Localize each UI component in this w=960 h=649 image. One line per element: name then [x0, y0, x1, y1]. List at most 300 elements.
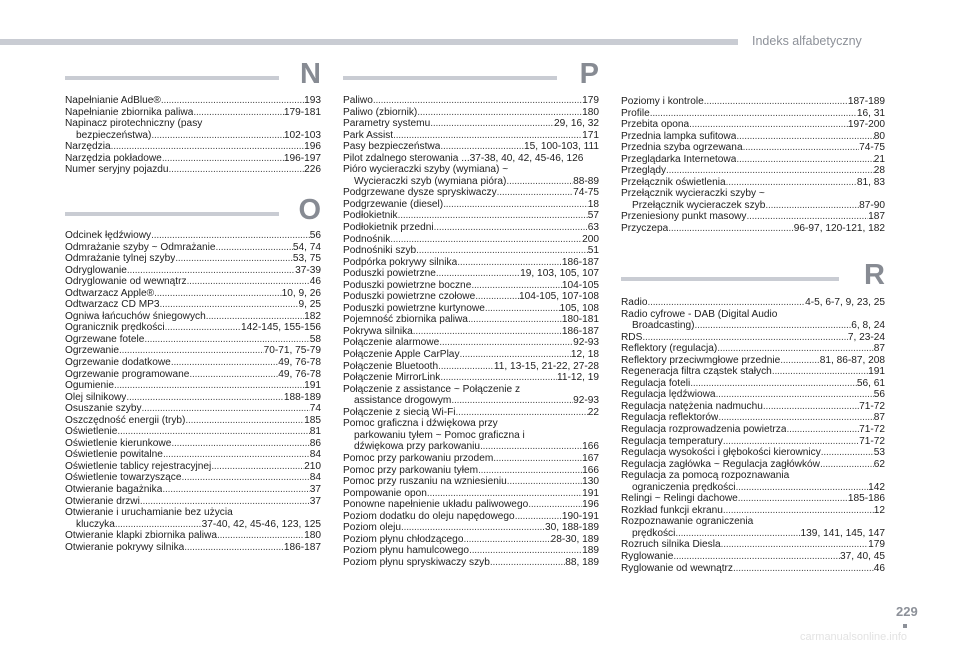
index-entry: [621, 401, 885, 413]
dot-leader: [185, 415, 304, 427]
entry-pages: 37-39: [295, 264, 321, 276]
entry-term: dźwiękowa przy parkowaniu: [354, 441, 481, 453]
index-entry: [621, 355, 885, 367]
dot-leader: [642, 332, 847, 344]
dot-leader: [171, 438, 309, 450]
entry-pages: 46: [873, 562, 885, 574]
dot-leader: [154, 288, 282, 300]
dot-leader: [468, 314, 562, 326]
dot-leader: [440, 141, 524, 153]
dot-leader: [165, 322, 241, 334]
dot-leader: [162, 153, 284, 165]
entry-pages: 81, 86-87, 208: [819, 354, 885, 366]
entry-term: Otwieranie drzwi: [65, 495, 140, 507]
entry-pages: 179-181: [283, 106, 321, 118]
entry-term: Paliwo (zbiornik): [343, 106, 418, 118]
entry-term: RDS: [621, 331, 643, 343]
index-entry: [343, 187, 599, 199]
entry-pages: 200: [582, 233, 599, 245]
index-entry: [343, 361, 599, 373]
entry-term: Poduszki powietrzne boczne: [343, 279, 472, 291]
entry-pages: 29, 16, 32: [553, 118, 599, 130]
entry-term: Odtwarzacz Apple®: [65, 287, 155, 299]
index-entry: [621, 366, 885, 378]
entry-pages: 193: [304, 95, 321, 106]
entry-term: Paliwo: [343, 95, 373, 106]
entry-term: Narzędzia pokładowe: [65, 152, 162, 164]
dot-leader: [723, 505, 874, 517]
index-entry: [65, 153, 321, 165]
index-entry: [65, 438, 321, 450]
section-rule: [343, 76, 557, 80]
index-entry: [343, 314, 599, 326]
entry-term: Ogrzewane fotele: [65, 333, 145, 345]
entry-pages: 185-186: [847, 493, 885, 505]
index-entry: [65, 484, 321, 496]
index-entry: [343, 476, 599, 488]
entry-term: ograniczenia prędkości: [632, 481, 736, 493]
index-entry: [343, 303, 599, 315]
entry-term: Narzędzia: [65, 141, 111, 153]
entry-pages: 87-90: [859, 199, 885, 211]
entry-pages: 182: [304, 310, 321, 322]
entry-pages: 167: [582, 452, 599, 464]
entry-pages: 191: [582, 487, 599, 499]
dot-leader: [181, 472, 309, 484]
dot-leader: [716, 389, 874, 401]
entry-term: Broadcasting): [632, 320, 695, 332]
entry-pages: 9, 25: [298, 299, 321, 311]
section-letter-r: R: [864, 259, 885, 291]
entry-term: Regulacja lędźwiowa: [621, 389, 716, 401]
dot-leader: [507, 476, 582, 488]
entry-term: Oświetlenie: [65, 426, 118, 438]
entry-pages: 37-40, 42, 45-46, 123, 125: [201, 518, 321, 530]
entry-pages: 46: [309, 276, 321, 288]
entry-term: Odryglowanie od wewnątrz: [65, 276, 187, 288]
section-letter-p: P: [579, 58, 599, 90]
page-marker: [903, 624, 907, 628]
entry-pages: 197-200: [847, 119, 885, 131]
dot-leader: [144, 334, 309, 346]
dot-leader: [401, 522, 545, 534]
dot-leader: [475, 291, 519, 303]
dot-leader: [704, 96, 848, 108]
dot-leader: [390, 234, 582, 246]
section-p-continued-entries: [621, 96, 885, 235]
index-entry: [65, 519, 321, 531]
entry-term: Osuszanie szyby: [65, 403, 142, 415]
dot-leader: [151, 130, 283, 142]
entry-pages: 74-75: [859, 142, 885, 154]
index-entry: [621, 424, 885, 436]
index-entry: [65, 369, 321, 381]
dot-leader: [443, 199, 588, 211]
entry-term: Przeglądy: [621, 165, 667, 177]
dot-leader: [694, 320, 851, 332]
entry-term: Podłokietnik przedni: [343, 222, 434, 234]
index-entry: [65, 164, 321, 176]
dot-leader: [373, 95, 582, 107]
index-entry: [621, 332, 885, 344]
dot-leader: [480, 441, 582, 453]
dot-leader: [506, 176, 573, 188]
dot-leader: [733, 563, 874, 575]
entry-term: Oświetlenie tablicy rejestracyjnej: [65, 460, 212, 472]
entry-term: Ogniwa łańcuchów śniegowych: [65, 310, 206, 322]
entry-term: Podpórka pokrywy silnika: [343, 256, 458, 268]
dot-leader: [436, 268, 520, 280]
entry-pages: 37: [309, 495, 321, 507]
section-header-r: [621, 259, 885, 296]
entry-term: Podgrzewane dysze spryskiwaczy: [343, 187, 497, 199]
index-entry: [621, 551, 885, 563]
index-entry: [343, 234, 599, 246]
index-entry: [65, 230, 321, 242]
entry-term: Przednia szyba ogrzewana: [621, 142, 743, 154]
entry-term: Regulacja zagłówka ~ Regulacja zagłówków: [621, 458, 820, 470]
entry-pages: 71-72: [859, 400, 885, 412]
section-rule: [621, 277, 839, 281]
section-rule: [65, 212, 279, 216]
dot-leader: [114, 380, 304, 392]
entry-pages: 80: [873, 130, 885, 142]
entry-term: Odmrażanie tylnej szyby: [65, 253, 176, 265]
entry-term: Przełącznik wycieraczki szyby ~: [621, 188, 765, 200]
entry-pages: 179: [868, 539, 885, 551]
entry-pages: 84: [309, 449, 321, 461]
dot-leader: [117, 426, 309, 438]
entry-term: Napinacz pirotechniczny (pasy: [65, 118, 203, 130]
entry-pages: 142: [868, 481, 885, 493]
dot-leader: [126, 392, 283, 404]
dot-leader: [460, 349, 571, 361]
entry-pages: 187: [868, 211, 885, 223]
index-entry: [343, 153, 599, 165]
index-entry: [621, 539, 885, 551]
dot-leader: [142, 403, 310, 415]
entry-term: Odcinek łędźwiowy: [65, 230, 152, 241]
index-entry: [65, 141, 321, 153]
index-entry: [621, 165, 885, 177]
entry-term: Połączenie alarmowe: [343, 337, 440, 349]
entry-term: Oszczędność energii (tryb): [65, 414, 186, 426]
index-entry: [65, 507, 321, 519]
dot-leader: [690, 378, 857, 390]
dot-leader: [747, 211, 869, 223]
entry-term: Ryglowanie: [621, 551, 674, 563]
entry-pages: 4-5, 6-7, 9, 23, 25: [805, 297, 885, 308]
entry-pages: 186-187: [561, 325, 599, 337]
index-entry: [65, 276, 321, 288]
entry-term: Poziom oleju: [343, 522, 401, 534]
entry-term: Pokrywa silnika: [343, 325, 413, 337]
entry-pages: 186-187: [561, 256, 599, 268]
section-p-entries: [343, 95, 599, 568]
entry-pages: 196-197: [283, 152, 321, 164]
entry-term: Połączenie MirrorLink: [343, 372, 441, 384]
dot-leader: [668, 223, 794, 235]
entry-term: Oświetlenie towarzyszące: [65, 472, 182, 484]
entry-pages: 53, 75: [292, 253, 321, 265]
dot-leader: [206, 311, 304, 323]
dot-leader: [736, 154, 873, 166]
entry-pages: 11-12, 19: [556, 372, 599, 384]
dot-leader: [151, 230, 310, 242]
entry-pages: 21: [873, 153, 885, 165]
entry-pages: 74: [309, 403, 321, 415]
entry-term: Otwieranie klapki zbiornika paliwa: [65, 530, 217, 542]
entry-pages: 56, 61: [856, 377, 885, 389]
entry-pages: 70-71, 75-79: [263, 345, 321, 357]
index-entry: [621, 223, 885, 235]
entry-pages: 190-191: [561, 510, 599, 522]
section-r-entries: [621, 297, 885, 574]
entry-term: Ogranicznik prędkości: [65, 322, 165, 334]
entry-term: Poziom płynu spryskiwaczy szyb: [343, 556, 490, 568]
dot-leader: [650, 108, 857, 120]
index-entry: [343, 210, 599, 222]
index-entry: [621, 200, 885, 212]
section-letter-o: O: [298, 194, 321, 226]
entry-pages: 210: [304, 460, 321, 472]
index-entry: [343, 534, 599, 546]
entry-term: Numer seryjny pojazdu: [65, 164, 169, 176]
index-entry: [621, 447, 885, 459]
entry-pages: 56: [309, 230, 321, 241]
dot-leader: [493, 453, 582, 465]
dot-leader: [184, 542, 284, 554]
entry-pages: 19, 103, 105, 107: [520, 268, 599, 280]
entry-term: Pojemność zbiornika paliwa: [343, 314, 468, 326]
dot-leader: [115, 519, 202, 531]
entry-pages: 87: [873, 412, 885, 424]
watermark-text: carmanualsonline.info: [800, 631, 908, 643]
dot-leader: [163, 449, 310, 461]
entry-pages: 86: [309, 437, 321, 449]
entry-term: Przeniesiony punkt masowy: [621, 211, 747, 223]
section-header-o: [65, 194, 321, 231]
entry-term: Reflektory (regulacja): [621, 343, 718, 355]
entry-pages: 53: [873, 447, 885, 459]
dot-leader: [413, 326, 562, 338]
index-entry: [621, 343, 885, 355]
entry-pages: 81: [309, 426, 321, 438]
entry-term: Olej silnikowy: [65, 391, 127, 403]
index-entry: [343, 95, 599, 107]
index-entry: [343, 176, 599, 188]
index-entry: [343, 245, 599, 257]
entry-pages: 84: [309, 472, 321, 484]
index-entry: [343, 430, 599, 442]
dot-leader: [743, 142, 860, 154]
index-entry: [65, 107, 321, 119]
index-entry: [65, 357, 321, 369]
entry-pages: 28: [873, 165, 885, 177]
dot-leader: [127, 265, 295, 277]
entry-pages: 180: [304, 530, 321, 542]
index-entry: [343, 545, 599, 557]
entry-pages: 88-89: [573, 175, 599, 187]
dot-leader: [216, 242, 293, 254]
entry-term: Napełnianie AdBlue®: [65, 95, 161, 106]
entry-pages: 71-72: [859, 424, 885, 436]
entry-pages: 187-189: [847, 96, 885, 107]
index-entry: [343, 280, 599, 292]
entry-term: Rozkład funkcji ekranu: [621, 504, 723, 516]
entry-pages: 37: [309, 484, 321, 496]
entry-pages: 12: [873, 504, 885, 516]
entry-term: Ponowne napełnienie układu paliwowego: [343, 499, 529, 511]
index-entry: [621, 320, 885, 332]
index-entry: [343, 130, 599, 142]
index-entry: [65, 253, 321, 265]
index-entry: [621, 482, 885, 494]
index-entry: [621, 108, 885, 120]
index-entry: [343, 164, 599, 176]
entry-term: Pompowanie opon: [343, 487, 427, 499]
dot-leader: [451, 395, 573, 407]
dot-leader: [528, 499, 582, 511]
index-entry: [621, 119, 885, 131]
index-entry: [621, 493, 885, 505]
entry-pages: 139, 141, 145, 147: [800, 527, 885, 539]
index-entry: [621, 470, 885, 482]
index-entry: [343, 326, 599, 338]
entry-term: Poduszki powietrzne kurtynowe: [343, 302, 485, 314]
entry-term: Regulacja temperatury: [621, 435, 723, 447]
entry-term: Poduszki powietrzne czołowe: [343, 291, 476, 303]
index-entry: [621, 436, 885, 448]
entry-pages: 58: [309, 333, 321, 345]
index-entry: [343, 488, 599, 500]
index-entry: [343, 511, 599, 523]
index-entry: [65, 461, 321, 473]
entry-term: Profile: [621, 107, 650, 119]
dot-leader: [515, 511, 562, 523]
index-entry: [621, 131, 885, 143]
index-entry: [65, 265, 321, 277]
entry-pages: 71-72: [859, 435, 885, 447]
index-entry: [343, 349, 599, 361]
entry-pages: 92-93: [573, 395, 599, 407]
entry-term: Połączenie z siecią Wi-Fi: [343, 406, 456, 418]
entry-term: parkowaniu tyłem ~ Pomoc graficzna i: [354, 429, 525, 441]
entry-term: Otwieranie pokrywy silnika: [65, 541, 185, 553]
entry-term: Pilot zdalnego sterowania ...37-38, 40, 42, 45-46, 126: [343, 152, 584, 164]
entry-pages: 171: [582, 129, 599, 141]
index-entry: [343, 199, 599, 211]
entry-term: Napełnianie zbiornika paliwa: [65, 106, 194, 118]
entry-pages: 142-145, 155-156: [241, 322, 321, 334]
index-entry: [343, 465, 599, 477]
dot-leader: [772, 366, 868, 378]
index-entry: [343, 395, 599, 407]
entry-term: Ogrzewanie dodatkowe: [65, 357, 171, 369]
entry-term: Reflektory przeciwmgłowe przednie: [621, 354, 781, 366]
index-entry: [343, 337, 599, 349]
entry-pages: 87: [873, 343, 885, 355]
entry-pages: 180-181: [561, 314, 599, 326]
index-entry: [621, 211, 885, 223]
entry-term: Przednia lampka sufitowa: [621, 130, 737, 142]
section-header-p: [343, 58, 599, 95]
section-header-n: [65, 58, 321, 95]
entry-pages: 10, 9, 26: [281, 287, 321, 299]
entry-term: Odmrażanie szyby ~ Odmrażanie: [65, 241, 216, 253]
dot-leader: [171, 357, 278, 369]
entry-pages: 16, 31: [856, 107, 885, 119]
index-entry: [621, 459, 885, 471]
entry-term: Połączenie Bluetooth: [343, 360, 439, 372]
dot-leader: [119, 345, 264, 357]
dot-leader: [485, 303, 560, 315]
index-entry: [65, 415, 321, 427]
entry-term: Pomoc przy parkowaniu tyłem: [343, 464, 479, 476]
dot-leader: [189, 369, 278, 381]
entry-term: Połączenie Apple CarPlay: [343, 349, 460, 361]
entry-pages: 15, 100-103, 111: [523, 141, 599, 153]
entry-pages: 49, 76-78: [278, 357, 321, 369]
dot-leader: [721, 539, 868, 551]
entry-pages: 92-93: [573, 337, 599, 349]
entry-pages: 62: [873, 458, 885, 470]
dot-leader: [169, 164, 305, 176]
dot-leader: [736, 482, 869, 494]
index-entry: [65, 403, 321, 415]
index-entry: [65, 95, 321, 107]
entry-pages: 57: [587, 210, 599, 222]
entry-pages: 188-189: [283, 391, 321, 403]
entry-term: Pomoc przy parkowaniu przodem: [343, 452, 494, 464]
entry-pages: 166: [582, 464, 599, 476]
section-n-entries: [65, 95, 321, 176]
index-entry: [65, 426, 321, 438]
index-entry: [621, 412, 885, 424]
header-bar: [0, 39, 738, 45]
index-entry: [343, 118, 599, 130]
dot-leader: [457, 257, 562, 269]
entry-term: Poziom płynu chłodzącego: [343, 533, 464, 545]
index-entry: [65, 472, 321, 484]
dot-leader: [726, 177, 857, 189]
entry-pages: 96-97, 120-121, 182: [793, 223, 885, 235]
index-entry: [621, 177, 885, 189]
index-entry: [621, 528, 885, 540]
entry-term: Radio cyfrowe - DAB (Digital Audio: [621, 308, 778, 320]
index-entry: [343, 268, 599, 280]
entry-term: prędkości: [632, 527, 676, 539]
entry-term: Podgrzewanie (diesel): [343, 198, 444, 210]
dot-leader: [736, 131, 873, 143]
entry-term: Podłokietnik: [343, 210, 398, 222]
dot-leader: [434, 222, 588, 234]
dot-leader: [217, 530, 304, 542]
entry-term: Relingi ~ Relingi dachowe: [621, 493, 738, 505]
entry-term: Regulacja rozprowadzenia powietrza: [621, 424, 787, 436]
index-entry: [65, 334, 321, 346]
entry-term: Podnośniki szyb: [343, 245, 417, 257]
dot-leader: [211, 461, 304, 473]
dot-leader: [187, 276, 310, 288]
entry-term: Oświetlenie powitalne: [65, 449, 163, 461]
entry-term: Wycieraczki szyb (wymiana pióra): [354, 175, 507, 187]
entry-term: Otwieranie bagażnika: [65, 484, 163, 496]
dot-leader: [478, 465, 582, 477]
dot-leader: [175, 253, 293, 265]
entry-pages: 37, 40, 45: [839, 551, 885, 563]
entry-term: Przyczepa: [621, 223, 669, 235]
